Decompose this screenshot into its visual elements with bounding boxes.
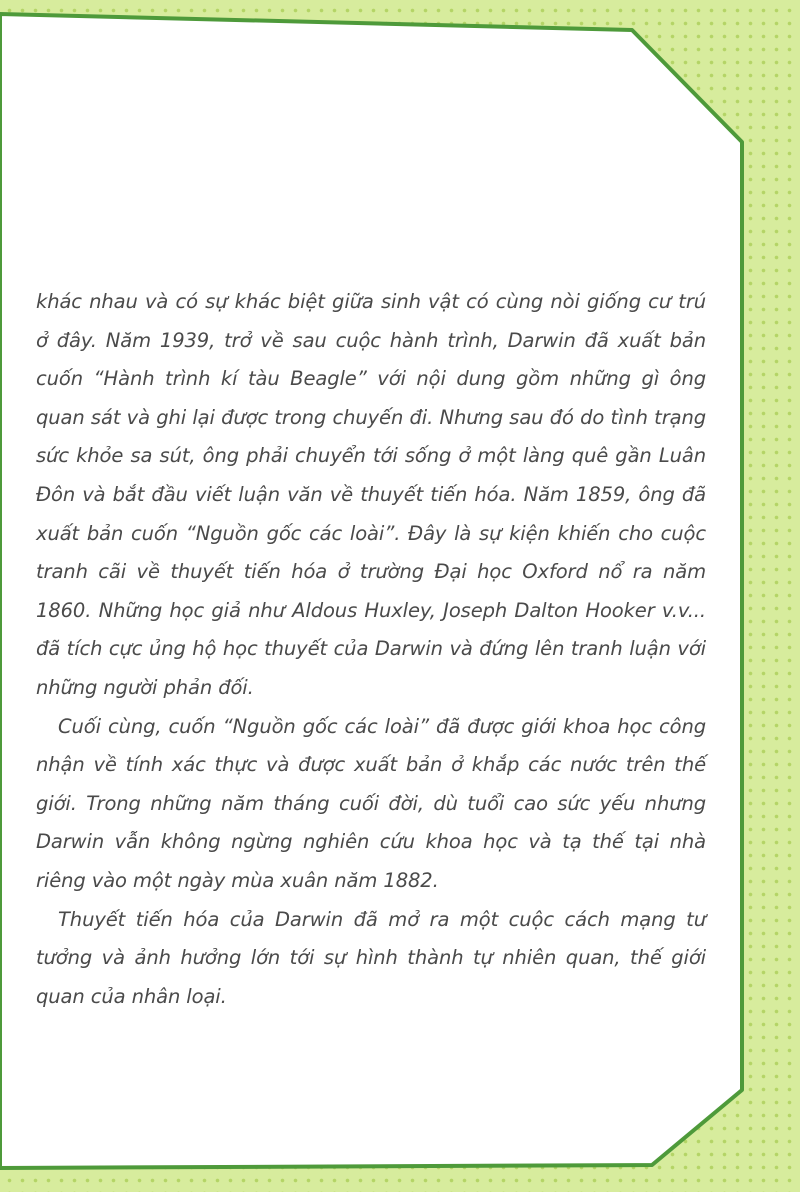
paragraph-3: Thuyết tiến hóa của Darwin đã mở ra một cuộc cách mạng tư tưởng và ảnh hưởng lớn tới sự hình thành tự nhiên quan, thế giới quan của nhân loại.: [36, 907, 706, 1008]
paragraph-1: khác nhau và có sự khác biệt giữa sinh vật có cùng nòi giống cư trú ở đây. Năm 1939, trở về sau cuộc hành trình, Darwin đã xuất bản cuốn “Hành trình kí tàu Beagle” với nội dung gồm những gì ông quan sát và ghi lại được trong chuyến đi. Nhưng sau đó do tình trạng sức khỏe sa sút, ông phải chuyển tới sống ở một làng quê gần Luân Đôn và bắt đầu viết luận văn về thuyết tiến hóa. Năm 1859, ông đã xuất bản cuốn “Nguồn gốc các loài”. Đây là sự kiện khiến cho cuộc tranh cãi về thuyết tiến hóa ở trường Đại học Oxford nổ ra năm 1860. Những học giả như Aldous Huxley, Joseph Dalton Hooker v.v... đã tích cực ủng hộ học thuyết của Darwin và đứng lên tranh luận với những người phản đối.: [36, 290, 706, 699]
body-text: [36, 283, 706, 1016]
paragraph-2: Cuối cùng, cuốn “Nguồn gốc các loài” đã được giới khoa học công nhận về tính xác thực và được xuất bản ở khắp các nước trên thế giới. Trong những năm tháng cuối đời, dù tuổi cao sức yếu nhưng Darwin vẫn không ngừng nghiên cứu khoa học và tạ thế tại nhà riêng vào một ngày mùa xuân năm 1882.: [36, 714, 706, 892]
